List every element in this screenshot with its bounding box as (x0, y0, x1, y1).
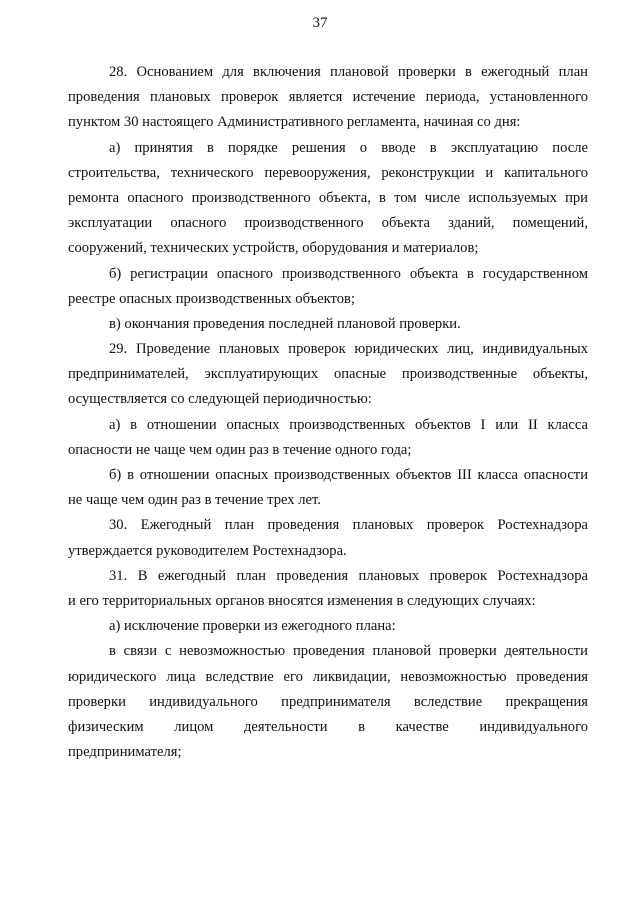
text-line: б) в отношении опасных производственных объектов III класса опасности (109, 467, 588, 483)
text-line: не чаще чем один раз в течение трех лет. (68, 492, 321, 509)
page-number: 37 (312, 15, 328, 31)
text-line: 30. Ежегодный план проведения плановых проверок Ростехнадзора (109, 517, 588, 534)
text-line: утверждается руководителем Ростехнадзора. (68, 542, 347, 559)
text-line: 29. Проведение плановых проверок юридических лиц, индивидуальных (109, 341, 588, 358)
text-line: б) регистрации опасного производственного объекта в государственном (109, 265, 588, 282)
text-line: предпринимателя; (68, 744, 182, 761)
document-text (68, 60, 588, 765)
text-line: в связи с невозможностью проведения плановой проверки деятельности (109, 643, 588, 660)
text-line: пунктом 30 настоящего Административного регламента, начиная со дня: (68, 114, 521, 131)
text-line: ремонта опасного производственного объекта, в том числе используемых при (68, 189, 588, 206)
text-line: реестре опасных производственных объектов; (68, 290, 355, 307)
text-line: а) исключение проверки из ежегодного плана: (109, 618, 396, 635)
text-line: в) окончания проведения последней плановой проверки. (109, 315, 461, 332)
text-line: строительства, технического перевооружения, реконструкции и капитального (68, 164, 588, 181)
text-line: а) в отношении опасных производственных объектов I или II класса (109, 416, 588, 433)
text-line: а) принятия в порядке решения о вводе в эксплуатацию после (109, 139, 588, 156)
text-line: 31. В ежегодный план проведения плановых проверок Ростехнадзора (109, 567, 588, 584)
text-line: проведения плановых проверок является истечение периода, установленного (68, 89, 588, 106)
text-line: предпринимателей, эксплуатирующих опасные производственные объекты, (68, 366, 588, 383)
text-line: 28. Основанием для включения плановой проверки в ежегодный план (109, 64, 588, 80)
text-line: проверки индивидуального предпринимателя вследствие прекращения (68, 693, 588, 710)
text-line: и его территориальных органов вносятся изменения в следующих случаях: (68, 592, 536, 609)
text-line: сооружений, технических устройств, оборудования и материалов; (68, 240, 479, 257)
text-line: юридического лица вследствие его ликвидации, невозможностью проведения (68, 668, 588, 685)
text-line: эксплуатации опасного производственного объекта зданий, помещений, (68, 215, 588, 232)
text-line: осуществляется со следующей периодичностью: (68, 391, 372, 408)
text-line: опасности не чаще чем один раз в течение одного года; (68, 441, 412, 458)
text-line: физическим лицом деятельности в качестве индивидуального (68, 718, 588, 735)
